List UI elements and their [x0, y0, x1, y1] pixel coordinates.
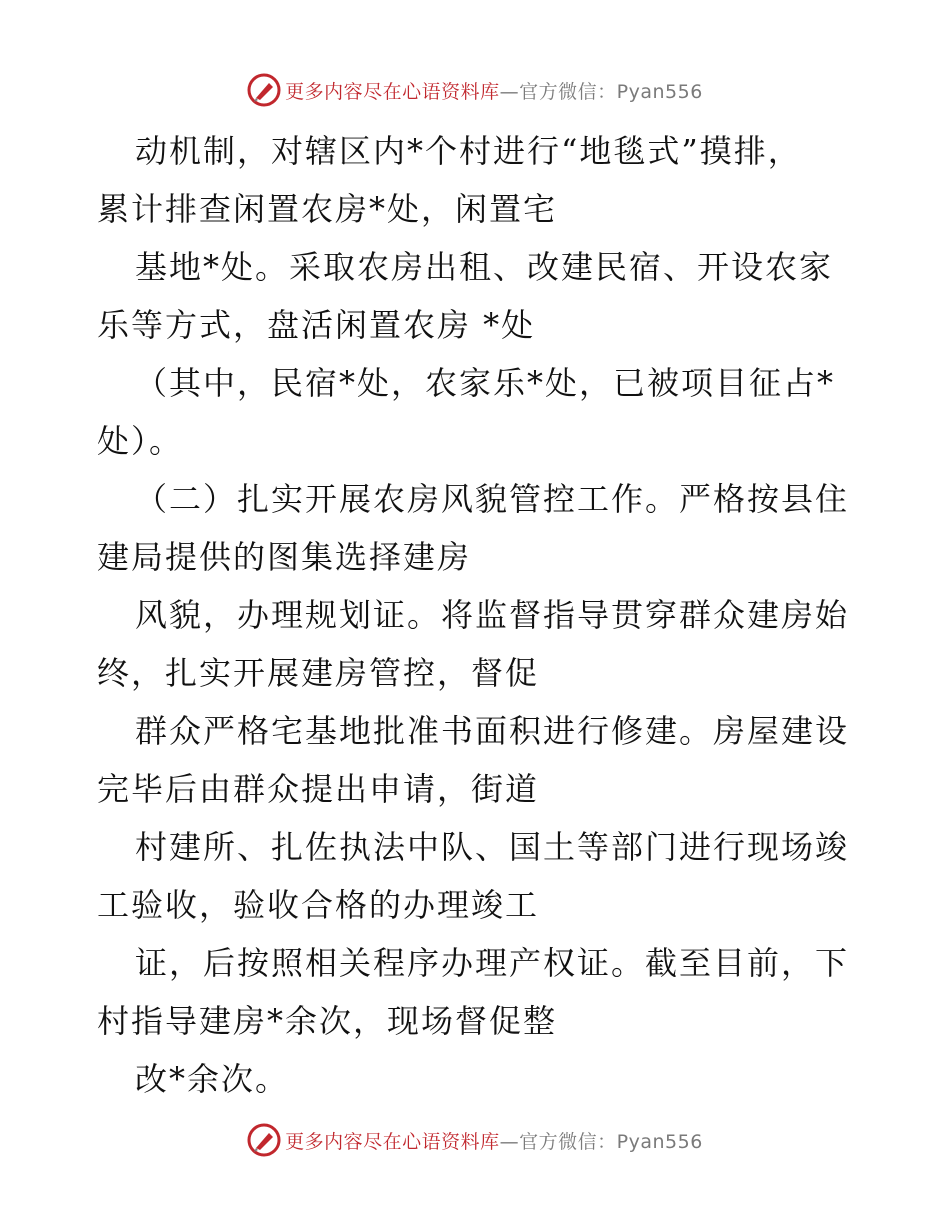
text-line: 村建所、扎佐执法中队、国土等部门进行现场竣	[135, 828, 850, 866]
document-body	[97, 122, 867, 1108]
watermark-red-text: 更多内容尽在心语资料库	[285, 80, 500, 103]
watermark-red-text: 更多内容尽在心语资料库	[285, 1130, 500, 1153]
footer-watermark	[0, 1120, 950, 1160]
text-line: 工验收，验收合格的办理竣工	[97, 886, 540, 924]
pen-logo-icon	[247, 1123, 281, 1157]
text-line: （二）扎实开展农房风貌管控工作。严格按县住	[135, 480, 850, 518]
header-watermark	[0, 70, 950, 110]
text-line: 改*余次。	[135, 1060, 290, 1098]
text-line: 乐等方式，盘活闲置农房 *处	[97, 306, 536, 344]
text-line: 完毕后由群众提出申请，街道	[97, 770, 540, 808]
text-line: 处）。	[97, 422, 184, 460]
text-line: 建局提供的图集选择建房	[97, 538, 472, 576]
text-line: （其中，民宿*处，农家乐*处，已被项目征占*	[135, 364, 836, 402]
text-line: 村指导建房*余次，现场督促整	[97, 1002, 558, 1040]
text-line: 群众严格宅基地批准书面积进行修建。房屋建设	[135, 712, 850, 750]
watermark-gray-text: —官方微信：Pyan556	[499, 1130, 703, 1153]
watermark-text	[285, 1127, 703, 1154]
text-line: 动机制，对辖区内*个村进行“地毯式”摸排，	[135, 132, 802, 170]
watermark-gray-text: —官方微信：Pyan556	[499, 80, 703, 103]
text-line: 终，扎实开展建房管控，督促	[97, 654, 540, 692]
text-line: 基地*处。采取农房出租、改建民宿、开设农家	[135, 248, 834, 286]
watermark-text	[285, 77, 703, 104]
text-line: 证，后按照相关程序办理产权证。截至目前，下	[135, 944, 850, 982]
text-line: 风貌，办理规划证。将监督指导贯穿群众建房始	[135, 596, 850, 634]
pen-logo-icon	[247, 73, 281, 107]
text-line: 累计排查闲置农房*处，闲置宅	[97, 190, 558, 228]
